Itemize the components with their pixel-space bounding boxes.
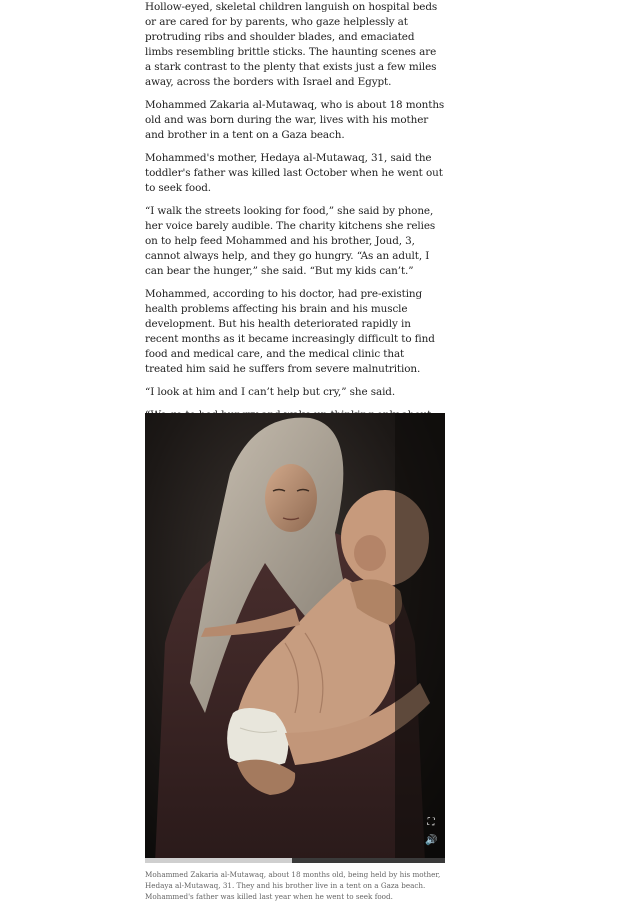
- photo-caption: Mohammed Zakaria al-Mutawaq, about 18 months old, being held by his mother, Hedaya al-Mutawaq, 31. They and his brother live in a tent on a Gaza beach. Mohammed's father was killed last year when he went to seek food.: [145, 870, 441, 901]
- fullscreen-icon[interactable]: ⛶: [427, 817, 435, 828]
- paragraph-5: Mohammed, according to his doctor, had pre-existing health problems affecting his brain and his muscle development. But his health deteriorated rapidly in recent months as it became increasingly difficult to find food and medical care, and the medical clinic that treated him said he suffers from severe malnutrition.: [145, 288, 435, 375]
- video-progress-fill: [145, 858, 292, 863]
- paragraph-2: Mohammed Zakaria al-Mutawaq, who is about 18 months old and was born during the war, lives with his mother and brother in a tent on a Gaza beach.: [145, 99, 445, 141]
- paragraph-6: “I look at him and I can’t help but cry,” she said.: [145, 386, 396, 398]
- article-body: [145, 0, 445, 461]
- paragraph-4: “I walk the streets looking for food,” she said by phone, her voice barely audible. The charity kitchens she relies on to help feed Mohammed and his brother, Joud, 3, cannot always help, and they go hungry. “As an adult, I can bear the hunger,” she said. “But my kids can’t.”: [145, 205, 436, 277]
- paragraph-1: Hollow-eyed, skeletal children languish on hospital beds or are cared for by parents, who gaze helplessly at protruding ribs and shoulder blades, and emaciated limbs resembling brittle sticks. The haunting scenes are a stark contrast to the plenty that exists just a few miles away, across the borders with Israel and Egypt.: [145, 1, 438, 88]
- speaker-icon[interactable]: 🔊: [425, 835, 438, 846]
- video-player[interactable]: [145, 413, 445, 863]
- video-progress-bar[interactable]: [145, 858, 445, 863]
- paragraph-3: Mohammed's mother, Hedaya al-Mutawaq, 31, said the toddler's father was killed last October when he went out to seek food.: [145, 152, 443, 194]
- video-frame: [145, 413, 445, 863]
- mother-face: [265, 464, 317, 532]
